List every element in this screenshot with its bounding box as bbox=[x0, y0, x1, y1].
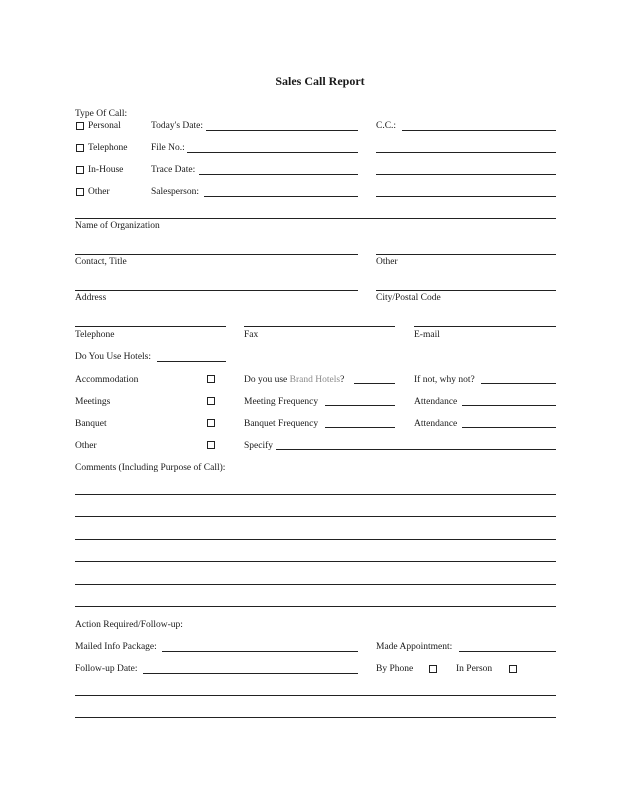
followup-notes-line[interactable] bbox=[75, 695, 556, 696]
mailed-info-label: Mailed Info Package: bbox=[75, 642, 157, 652]
other-contact-field[interactable] bbox=[376, 254, 556, 255]
personal-checkbox[interactable] bbox=[76, 122, 84, 130]
organization-name-field[interactable] bbox=[75, 218, 556, 219]
other-call-label: Other bbox=[88, 187, 110, 197]
use-hotels-field[interactable] bbox=[157, 361, 226, 362]
specify-field[interactable] bbox=[276, 449, 556, 450]
meeting-frequency-field[interactable] bbox=[325, 405, 395, 406]
contact-title-label: Contact, Title bbox=[75, 257, 127, 267]
telephone-label: Telephone bbox=[88, 143, 128, 153]
banquet-attendance-field[interactable] bbox=[462, 427, 556, 428]
banquet-checkbox[interactable] bbox=[207, 419, 215, 427]
in-person-checkbox[interactable] bbox=[509, 665, 517, 673]
salesperson-label: Salesperson: bbox=[151, 187, 200, 197]
meeting-frequency-label: Meeting Frequency bbox=[244, 397, 319, 407]
brand-hotels-field[interactable] bbox=[354, 383, 395, 384]
city-postal-field[interactable] bbox=[376, 290, 556, 291]
cc-field-3[interactable] bbox=[376, 174, 556, 175]
banquet-attendance-label: Attendance bbox=[414, 419, 458, 429]
comments-line[interactable] bbox=[75, 539, 556, 540]
made-appointment-field[interactable] bbox=[459, 651, 556, 652]
meetings-checkbox[interactable] bbox=[207, 397, 215, 405]
specify-label: Specify bbox=[244, 441, 274, 451]
city-postal-label: City/Postal Code bbox=[376, 293, 441, 303]
in-person-label: In Person bbox=[456, 664, 493, 674]
cc-field[interactable] bbox=[402, 130, 556, 131]
brand-hotels-highlight: Brand Hotels bbox=[289, 375, 341, 385]
banquet-frequency-label: Banquet Frequency bbox=[244, 419, 319, 429]
telephone-checkbox[interactable] bbox=[76, 144, 84, 152]
organization-name-label: Name of Organization bbox=[75, 221, 160, 231]
comments-line[interactable] bbox=[75, 494, 556, 495]
report-title: Sales Call Report bbox=[275, 74, 365, 88]
action-required-label: Action Required/Follow-up: bbox=[75, 620, 183, 630]
other-call-checkbox[interactable] bbox=[76, 188, 84, 196]
accommodation-checkbox[interactable] bbox=[207, 375, 215, 383]
telephone-org-label: Telephone bbox=[75, 330, 115, 340]
accommodation-label: Accommodation bbox=[75, 375, 139, 385]
cc-label: C.C.: bbox=[376, 121, 397, 131]
if-not-field[interactable] bbox=[481, 383, 556, 384]
comments-label: Comments (Including Purpose of Call): bbox=[75, 463, 226, 473]
email-field[interactable] bbox=[414, 326, 556, 327]
followup-notes-line[interactable] bbox=[75, 717, 556, 718]
trace-date-field[interactable] bbox=[199, 174, 358, 175]
if-not-label: If not, why not? bbox=[414, 375, 475, 385]
other-contact-label: Other bbox=[376, 257, 398, 267]
comments-line[interactable] bbox=[75, 516, 556, 517]
followup-date-label: Follow-up Date: bbox=[75, 664, 138, 674]
other-hotel-label: Other bbox=[75, 441, 97, 451]
made-appointment-label: Made Appointment: bbox=[376, 642, 453, 652]
meeting-attendance-field[interactable] bbox=[462, 405, 556, 406]
in-house-checkbox[interactable] bbox=[76, 166, 84, 174]
use-hotels-label: Do You Use Hotels: bbox=[75, 352, 152, 362]
followup-date-field[interactable] bbox=[143, 673, 358, 674]
comments-line[interactable] bbox=[75, 561, 556, 562]
banquet-frequency-field[interactable] bbox=[325, 427, 395, 428]
todays-date-label: Today's Date: bbox=[151, 121, 203, 131]
cc-field-4[interactable] bbox=[376, 196, 556, 197]
by-phone-checkbox[interactable] bbox=[429, 665, 437, 673]
address-label: Address bbox=[75, 293, 107, 303]
telephone-field[interactable] bbox=[75, 326, 226, 327]
file-no-field[interactable] bbox=[187, 152, 358, 153]
comments-line[interactable] bbox=[75, 584, 556, 585]
meetings-label: Meetings bbox=[75, 397, 111, 407]
fax-label: Fax bbox=[244, 330, 259, 340]
address-field[interactable] bbox=[75, 290, 358, 291]
banquet-label: Banquet bbox=[75, 419, 107, 429]
mailed-info-field[interactable] bbox=[162, 651, 358, 652]
meeting-attendance-label: Attendance bbox=[414, 397, 458, 407]
email-label: E-mail bbox=[414, 330, 440, 340]
in-house-label: In-House bbox=[88, 165, 124, 175]
fax-field[interactable] bbox=[244, 326, 395, 327]
brand-hotels-question: Do you use Brand Hotels? bbox=[244, 375, 345, 385]
type-of-call-label: Type Of Call: bbox=[75, 109, 128, 119]
trace-date-label: Trace Date: bbox=[151, 165, 196, 175]
other-hotel-checkbox[interactable] bbox=[207, 441, 215, 449]
comments-line[interactable] bbox=[75, 606, 556, 607]
personal-label: Personal bbox=[88, 121, 121, 131]
file-no-label: File No.: bbox=[151, 143, 185, 153]
contact-title-field[interactable] bbox=[75, 254, 358, 255]
cc-field-2[interactable] bbox=[376, 152, 556, 153]
salesperson-field[interactable] bbox=[204, 196, 358, 197]
todays-date-field[interactable] bbox=[206, 130, 358, 131]
by-phone-label: By Phone bbox=[376, 664, 414, 674]
